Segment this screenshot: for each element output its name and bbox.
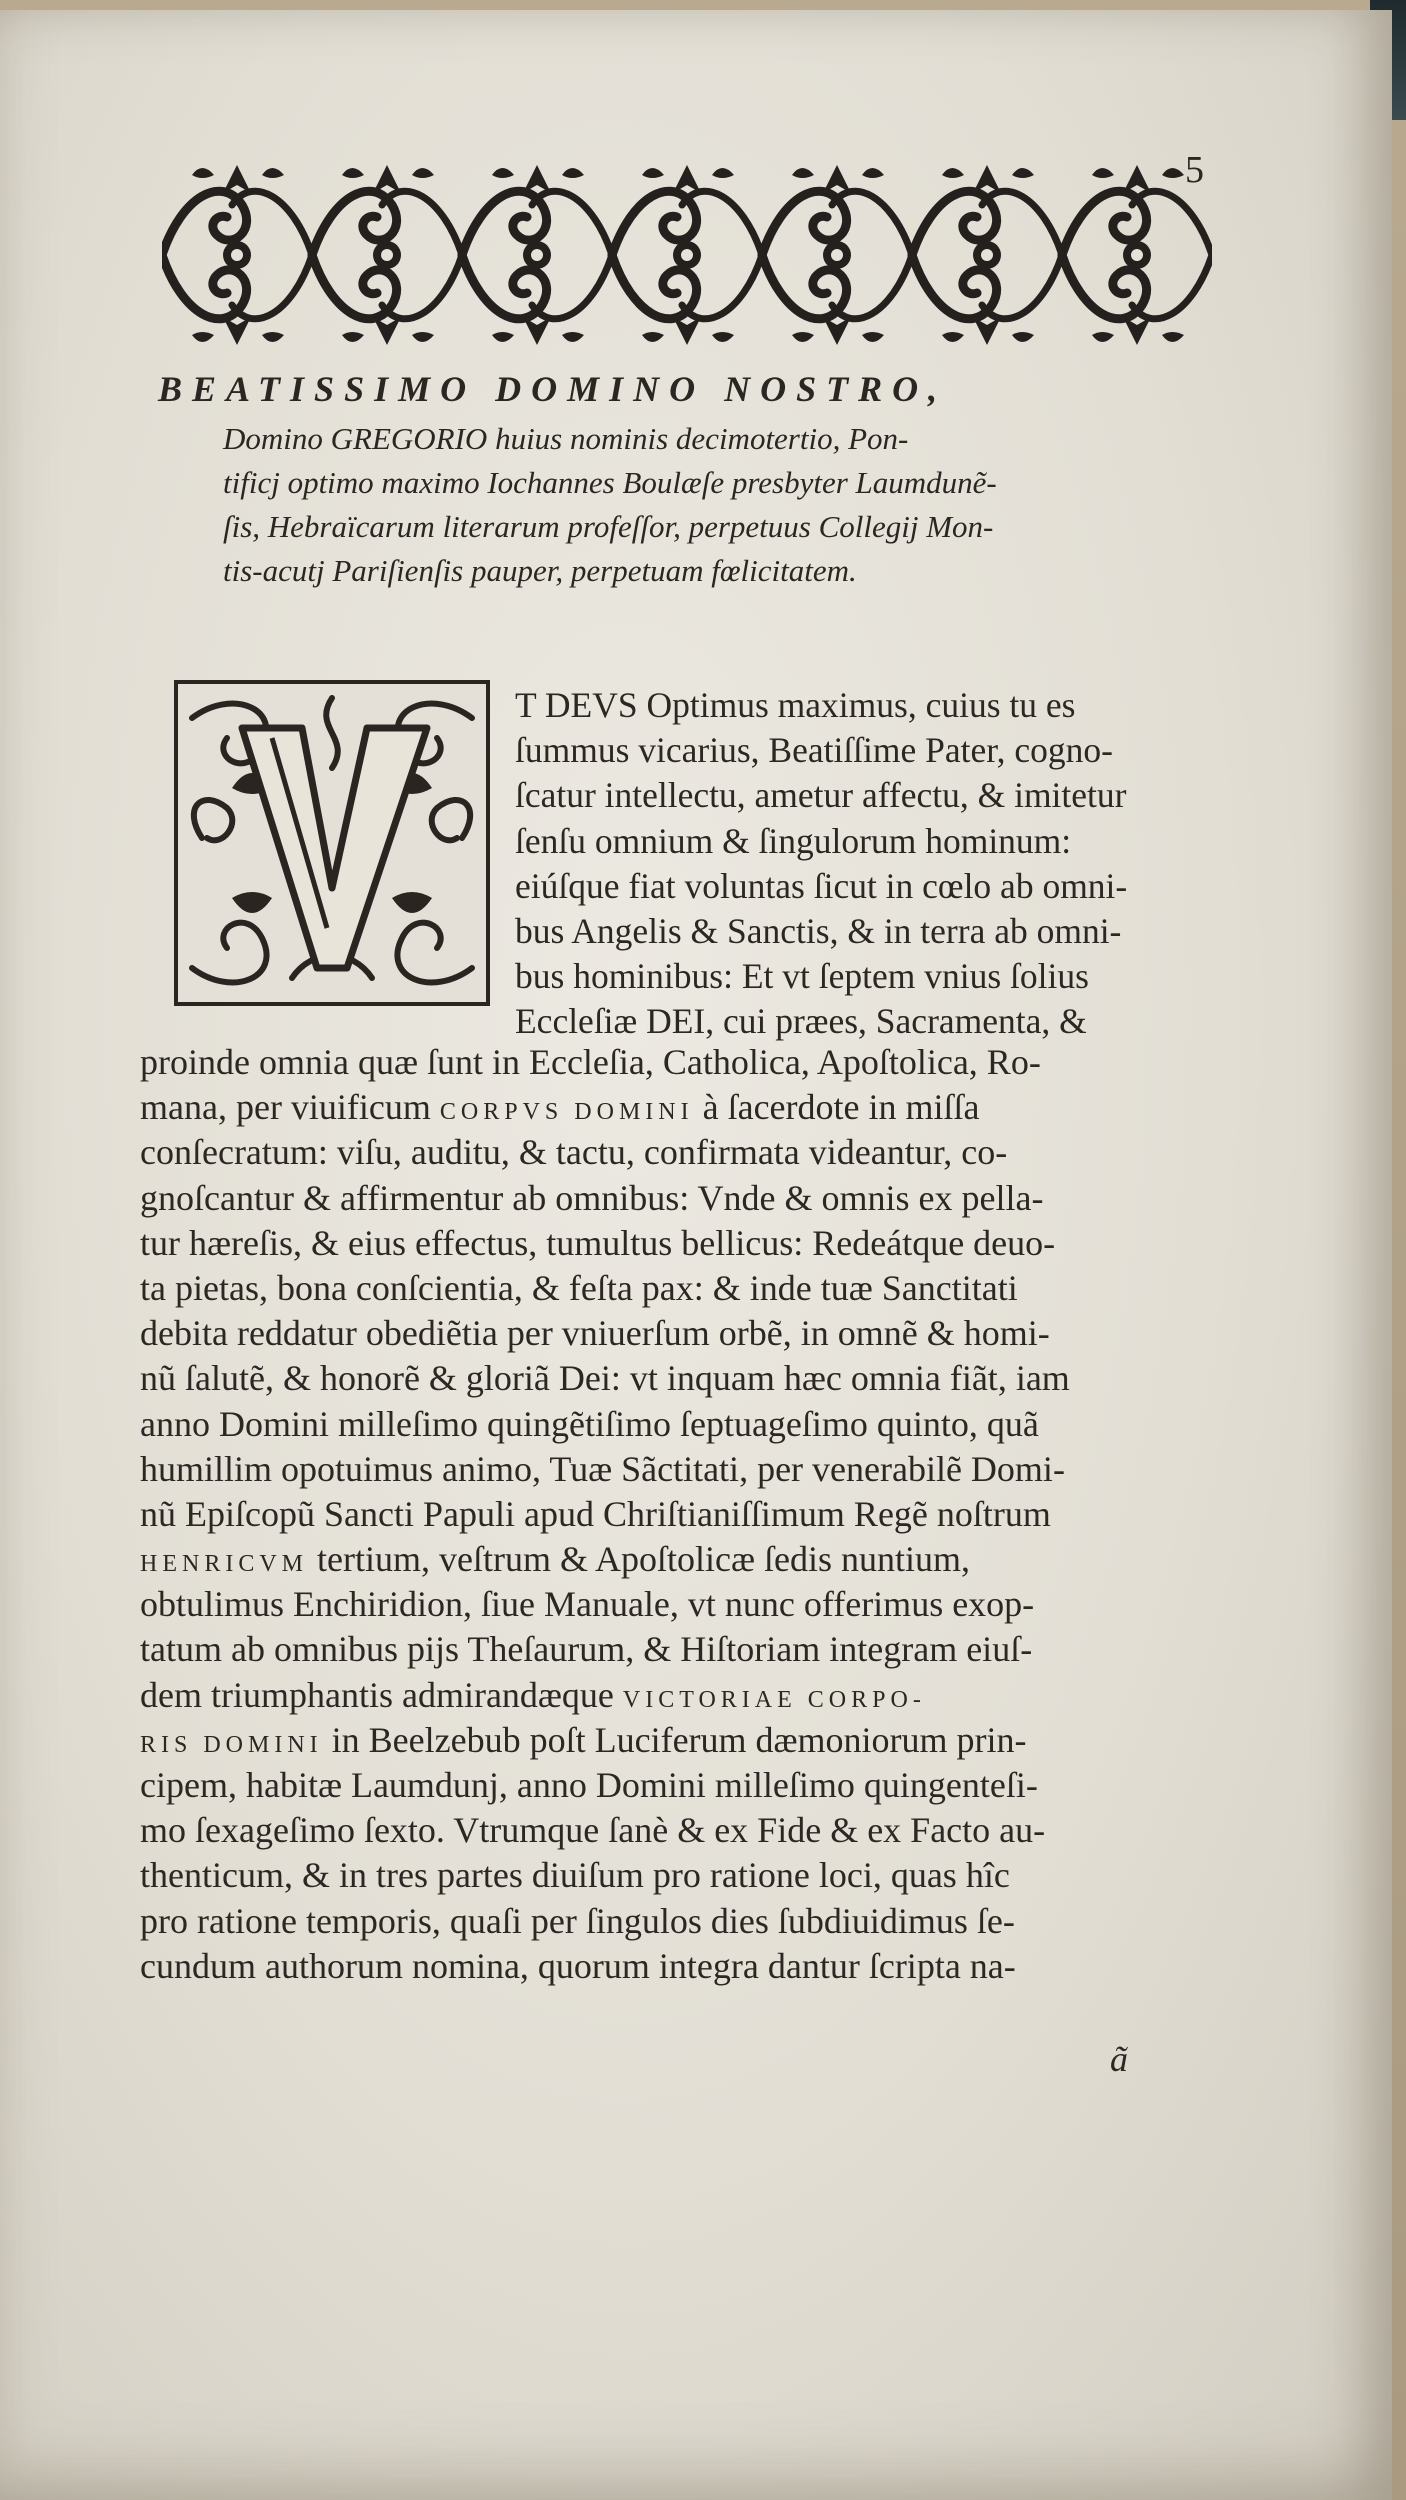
text-line xyxy=(140,1221,1070,1266)
text-line xyxy=(140,1853,1070,1898)
dedication-block xyxy=(158,365,1238,593)
ornamental-initial-v-icon xyxy=(172,678,492,1008)
text-segment: humillim opotuimus animo, Tuæ Sãctitati, per venerabilẽ Domi- xyxy=(140,1448,1065,1489)
text-segment: nũ Epiſcopũ Sancti Papuli apud Chriſtianiſſimum Regẽ noſtrum xyxy=(140,1493,1051,1534)
text-segment: cipem, habitæ Laumdunj, anno Domini milleſimo quingenteſi- xyxy=(140,1765,1038,1805)
text-segment: in Beelzebub poſt Luciferum dæmoniorum prin- xyxy=(322,1719,1027,1760)
text-segment: cundum authorum nomina, quorum integra dantur ſcripta na- xyxy=(140,1945,1016,1986)
indented-text-block xyxy=(515,683,1127,1045)
text-segment: tur hæreſis, & eius effectus, tumultus bellicus: Redeátque deuo- xyxy=(140,1222,1056,1263)
text-segment: mo ſexageſimo ſexto. Vtrumque ſanè & ex Fide & ex Facto au- xyxy=(140,1810,1046,1851)
text-line: ſcatur intellectu, ametur affectu, & imitetur xyxy=(515,775,1127,816)
text-line xyxy=(140,1763,1070,1808)
dedication-line: tificj optimo maximo Iochannes Boulæſe presbyter Laumdunẽ- xyxy=(223,465,997,500)
text-segment: conſecratum: viſu, auditu, & tactu, confirmata videantur, co- xyxy=(140,1132,1008,1173)
text-segment: mana, per viuificum xyxy=(140,1087,440,1128)
text-segment: à ſacerdote in miſſa xyxy=(693,1087,980,1128)
text-line xyxy=(140,1176,1070,1221)
small-caps-segment: HENRICVM xyxy=(140,1551,309,1578)
text-segment: debita reddatur obediẽtia per vniuerſum orbẽ, in omnẽ & homi- xyxy=(140,1313,1050,1354)
text-line: bus Angelis & Sanctis, & in terra ab omni- xyxy=(515,910,1122,951)
text-line: ſenſu omnium & ſingulorum hominum: xyxy=(515,820,1072,861)
text-line xyxy=(140,1447,1070,1492)
text-segment: anno Domini milleſimo quingẽtiſimo ſeptuageſimo quinto, quã xyxy=(140,1403,1039,1444)
dedication-heading: BEATISSIMO DOMINO NOSTRO, xyxy=(158,369,948,409)
text-line xyxy=(140,1718,1070,1763)
small-caps-segment: VICTORIAE CORPO- xyxy=(622,1686,926,1713)
text-line xyxy=(140,1085,1070,1130)
text-line xyxy=(140,1130,1070,1175)
text-line xyxy=(140,1944,1070,1989)
dedication-line: ſis, Hebraïcarum literarum profeſſor, perpetuus Collegij Mon- xyxy=(223,509,994,544)
text-line xyxy=(140,1266,1070,1311)
text-line xyxy=(140,1627,1070,1672)
text-line xyxy=(140,1808,1070,1853)
text-segment: proinde omnia quæ ſunt in Eccleſia, Catholica, Apoſtolica, Ro- xyxy=(140,1042,1041,1082)
text-line xyxy=(140,1402,1070,1447)
text-segment: nũ ſalutẽ, & honorẽ & gloriã Dei: vt inquam hæc omnia fiãt, iam xyxy=(140,1358,1070,1399)
small-caps-segment: CORPVS DOMINI xyxy=(439,1099,694,1126)
text-segment: gnoſcantur & affirmentur ab omnibus: Vnde & omnis ex pella- xyxy=(140,1177,1044,1218)
text-line: T DEVS Optimus maximus, cuius tu es xyxy=(515,685,1076,725)
text-line: eiúſque fiat voluntas ſicut in cœlo ab omni- xyxy=(515,865,1128,906)
small-caps-segment: RIS DOMINI xyxy=(140,1731,323,1758)
text-line: Eccleſiæ DEI, cui præes, Sacramenta, & xyxy=(515,1001,1087,1042)
text-line xyxy=(140,1537,1070,1582)
text-segment: dem triumphantis admirandæque xyxy=(140,1674,623,1715)
text-segment: tertium, veſtrum & Apoſtolicæ ſedis nuntium, xyxy=(308,1539,970,1580)
text-segment: ta pietas, bona conſcientia, & feſta pax: & inde tuæ Sanctitati xyxy=(140,1267,1018,1308)
text-segment: pro ratione temporis, quaſi per ſingulos dies ſubdiuidimus ſe- xyxy=(140,1900,1015,1941)
page-number: 5 xyxy=(1185,149,1204,191)
floral-headpiece-ornament-icon xyxy=(162,155,1212,355)
dedication-line: tis-acutj Pariſienſis pauper, perpetuam fœlicitatem. xyxy=(223,553,857,588)
book-page xyxy=(0,10,1392,2500)
body-text-block xyxy=(140,1040,1070,1989)
text-segment: thenticum, & in tres partes diuiſum pro ratione loci, quas hîc xyxy=(140,1855,1010,1896)
text-line xyxy=(140,1356,1070,1401)
catchword: ã xyxy=(1110,2039,1128,2079)
text-line xyxy=(140,1492,1070,1537)
text-line xyxy=(140,1311,1070,1356)
text-segment: tatum ab omnibus pijs Theſaurum, & Hiſtoriam integram eiuſ- xyxy=(140,1629,1033,1670)
text-line: ſummus vicarius, Beatiſſime Pater, cogno- xyxy=(515,730,1114,771)
text-line xyxy=(140,1899,1070,1944)
dedication-line: Domino GREGORIO huius nominis decimotertio, Pon- xyxy=(223,421,909,456)
text-line xyxy=(140,1582,1070,1627)
text-line xyxy=(140,1673,1070,1718)
dedication-body xyxy=(223,417,1238,593)
text-line xyxy=(140,1040,1070,1085)
text-segment: obtulimus Enchiridion, ſiue Manuale, vt nunc offerimus exop- xyxy=(140,1584,1035,1625)
text-line: bus hominibus: Et vt ſeptem vnius ſolius xyxy=(515,956,1089,997)
